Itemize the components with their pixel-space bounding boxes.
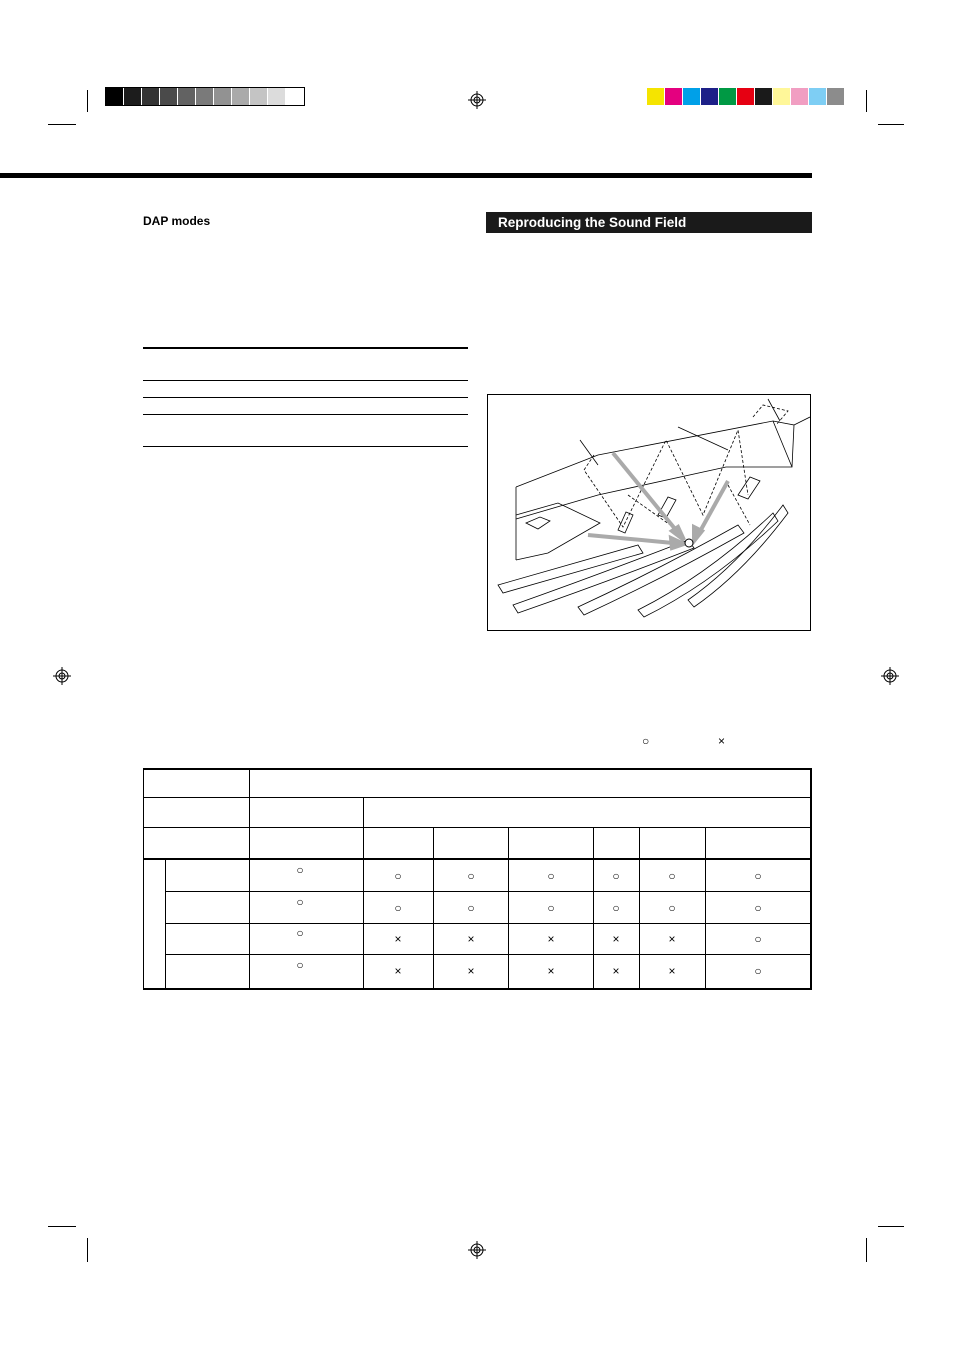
table-grid-line — [143, 797, 811, 798]
table-grid-line — [165, 954, 811, 955]
color-swatch — [701, 88, 719, 105]
crop-mark — [878, 1226, 904, 1227]
table-cell-symbol: × — [467, 964, 475, 978]
color-swatch — [809, 88, 827, 105]
table-cell-symbol: ○ — [467, 869, 475, 883]
crop-mark — [87, 1238, 88, 1262]
registration-mark-icon — [468, 91, 486, 109]
table-border — [143, 988, 811, 990]
table-grid-line — [433, 827, 434, 990]
table-cell-symbol: × — [668, 964, 676, 978]
color-swatch — [160, 88, 178, 105]
table-cell-symbol: × — [394, 964, 402, 978]
table-cell-symbol: ○ — [296, 863, 304, 877]
section-banner: Reproducing the Sound Field — [486, 212, 812, 233]
registration-mark-icon — [468, 1241, 486, 1259]
table-cell-symbol: × — [547, 964, 555, 978]
color-swatch — [773, 88, 791, 105]
table-cell-symbol: ○ — [467, 901, 475, 915]
table-grid-line — [143, 858, 811, 860]
table-cell-symbol: × — [394, 932, 402, 946]
table-cell-symbol: × — [668, 932, 676, 946]
crop-mark — [866, 90, 867, 112]
table-grid-line — [593, 827, 594, 990]
table-grid-line — [165, 858, 166, 990]
table-cell-symbol: ○ — [547, 901, 555, 915]
table-border — [810, 768, 812, 990]
table-grid-line — [363, 797, 364, 990]
table-grid-line — [143, 827, 811, 828]
table-cell-symbol: ○ — [296, 958, 304, 972]
color-swatch — [142, 88, 160, 105]
table-grid-line — [165, 923, 811, 924]
table-rule — [143, 380, 468, 381]
table-grid-line — [249, 768, 250, 990]
color-calibration-bar — [647, 88, 845, 105]
color-swatch — [178, 88, 196, 105]
table-border — [143, 768, 811, 770]
color-swatch — [719, 88, 737, 105]
crop-mark — [48, 124, 76, 125]
table-cell-symbol: ○ — [668, 869, 676, 883]
table-cell-symbol: ○ — [547, 869, 555, 883]
color-swatch — [665, 88, 683, 105]
table-cell-symbol: ○ — [296, 926, 304, 940]
color-swatch — [106, 88, 124, 105]
crop-mark — [87, 90, 88, 112]
table-cell-symbol: ○ — [394, 869, 402, 883]
table-cell-symbol: ○ — [754, 932, 762, 946]
gray-calibration-bar — [105, 87, 305, 106]
color-swatch — [232, 88, 250, 105]
legend-available-symbol: ○ — [642, 734, 650, 748]
table-cell-symbol: ○ — [394, 901, 402, 915]
table-cell-symbol: × — [547, 932, 555, 946]
registration-mark-icon — [53, 667, 71, 685]
color-swatch — [286, 88, 304, 105]
crop-mark — [48, 1226, 76, 1227]
table-rule — [143, 414, 468, 415]
table-cell-symbol: × — [467, 932, 475, 946]
table-cell-symbol: ○ — [754, 964, 762, 978]
table-cell-symbol: × — [612, 964, 620, 978]
table-rule — [143, 397, 468, 398]
color-swatch — [214, 88, 232, 105]
table-cell-symbol: × — [612, 932, 620, 946]
dap-modes-heading: DAP modes — [143, 214, 211, 228]
table-grid-line — [705, 827, 706, 990]
color-swatch — [647, 88, 665, 105]
table-cell-symbol: ○ — [754, 869, 762, 883]
color-swatch — [791, 88, 809, 105]
table-cell-symbol: ○ — [754, 901, 762, 915]
color-swatch — [827, 88, 845, 105]
table-rule — [143, 347, 468, 349]
legend-unavailable-symbol: × — [718, 734, 726, 748]
color-swatch — [268, 88, 286, 105]
page-top-rule — [0, 173, 812, 178]
color-swatch — [250, 88, 268, 105]
color-swatch — [196, 88, 214, 105]
table-cell-symbol: ○ — [296, 895, 304, 909]
table-rule — [143, 446, 468, 447]
table-grid-line — [165, 891, 811, 892]
table-cell-symbol: ○ — [612, 869, 620, 883]
color-swatch — [683, 88, 701, 105]
crop-mark — [866, 1238, 867, 1262]
concert-hall-drawing — [488, 395, 810, 630]
color-swatch — [124, 88, 142, 105]
concert-hall-illustration — [487, 394, 811, 631]
table-cell-symbol: ○ — [612, 901, 620, 915]
table-cell-symbol: ○ — [668, 901, 676, 915]
crop-mark — [878, 124, 904, 125]
compatibility-table — [143, 768, 811, 990]
table-border — [143, 768, 144, 990]
color-swatch — [755, 88, 773, 105]
registration-mark-icon — [881, 667, 899, 685]
table-grid-line — [508, 827, 509, 990]
table-grid-line — [639, 827, 640, 990]
color-swatch — [737, 88, 755, 105]
